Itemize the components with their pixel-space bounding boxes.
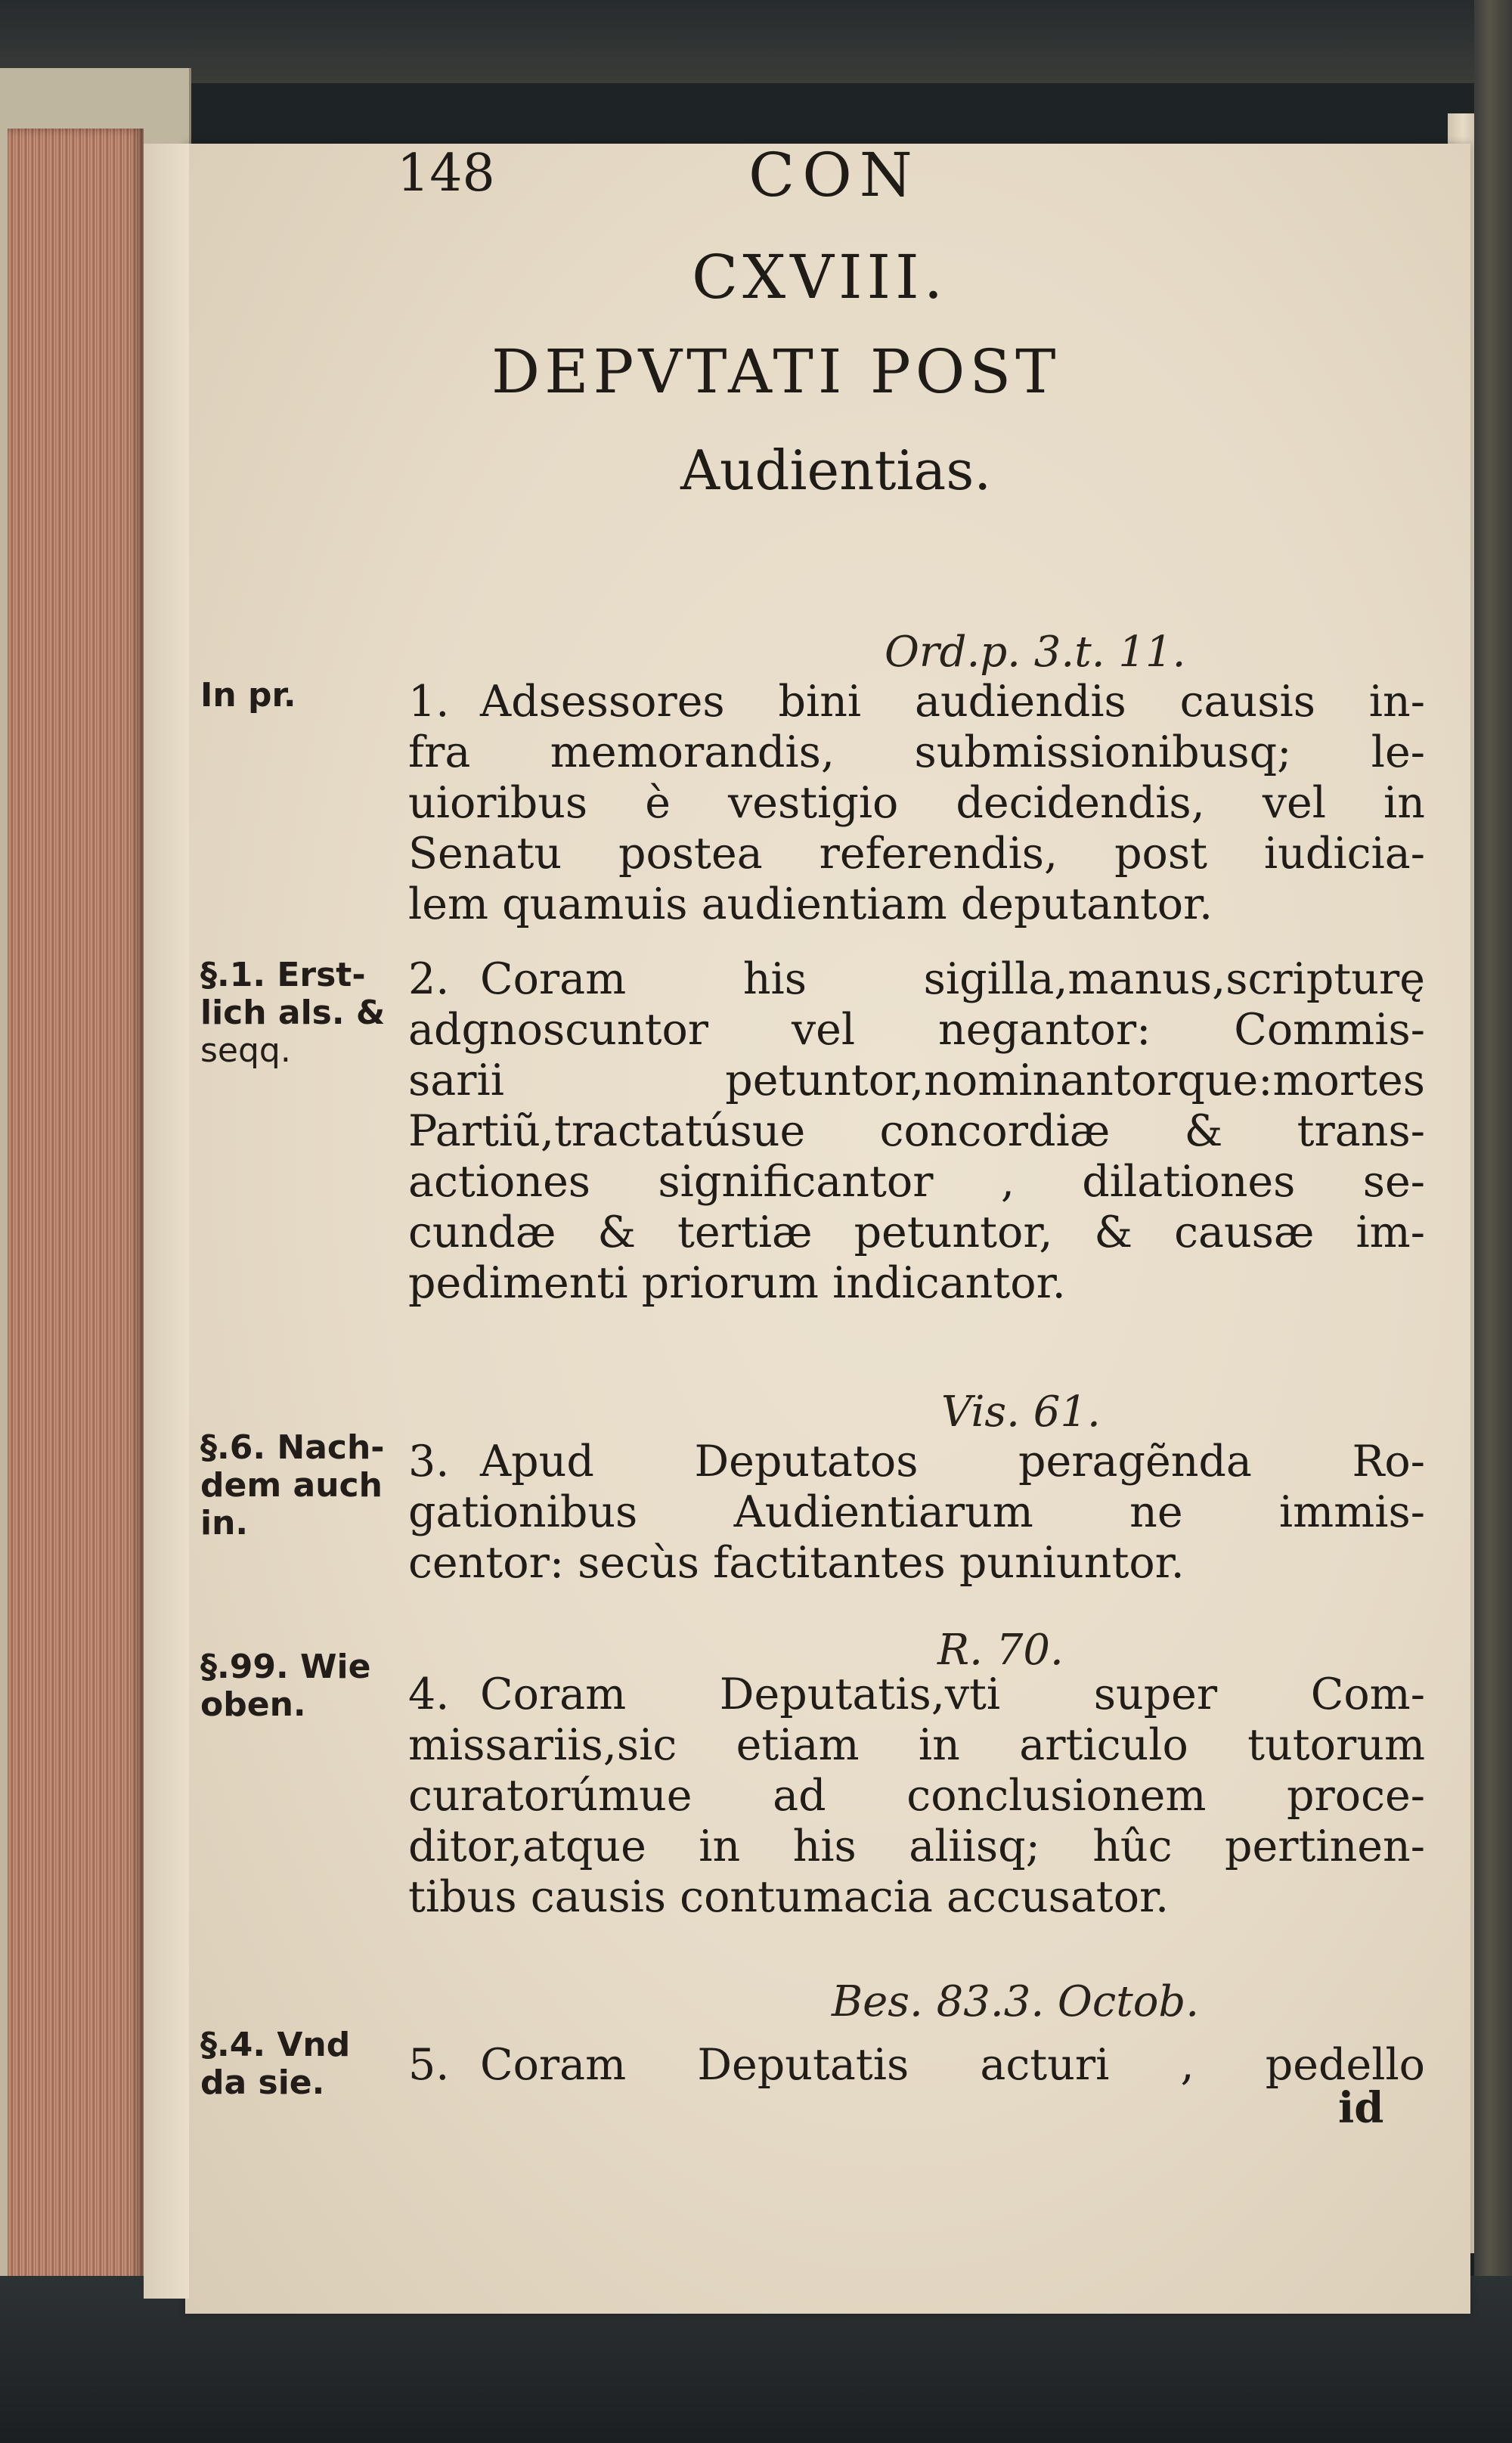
paragraph-number: 3. bbox=[408, 1437, 450, 1487]
text-line: cundæ & tertiæ petuntor, & causæ im- bbox=[408, 1208, 1425, 1257]
margin-note-1 bbox=[200, 677, 412, 715]
paragraph-number: 2. bbox=[408, 954, 450, 1004]
text-line: Coram Deputatis acturi , pedello bbox=[480, 2040, 1425, 2090]
paragraph-1 bbox=[408, 677, 1425, 930]
source-reference-1: Ord.p. 3.t. 11. bbox=[885, 628, 1186, 677]
page-gutter bbox=[144, 144, 189, 2299]
text-line: sarii petuntor,nominantorque:mortes bbox=[408, 1056, 1425, 1105]
text-line: fra memorandis, submissionibusq; le- bbox=[408, 727, 1425, 777]
chapter-subtitle: Audientias. bbox=[680, 439, 992, 502]
paragraph-number: 1. bbox=[408, 677, 450, 727]
text-line: Apud Deputatos peragẽnda Ro- bbox=[480, 1437, 1425, 1487]
margin-note-line: dem auch bbox=[200, 1466, 383, 1505]
margin-note-4 bbox=[200, 1648, 412, 1724]
text-line: Partiũ,tractatúsue concordiæ & trans- bbox=[408, 1106, 1425, 1156]
source-reference-4: Bes. 83.3. Octob. bbox=[832, 1977, 1200, 2026]
scan-background-top bbox=[0, 0, 1512, 83]
margin-note-line: In pr. bbox=[200, 676, 296, 715]
text-line: Adsessores bini audiendis causis in- bbox=[480, 677, 1425, 727]
text-line: Coram Deputatis,vti super Com- bbox=[480, 1669, 1425, 1719]
paragraph-5 bbox=[408, 2040, 1425, 2091]
margin-note-line: §.4. Vnd bbox=[200, 2026, 351, 2064]
paragraph-3 bbox=[408, 1437, 1425, 1589]
margin-note-line: lich als. & bbox=[200, 994, 386, 1032]
chapter-number: CXVIII. bbox=[692, 242, 948, 312]
paragraph-2 bbox=[408, 954, 1425, 1309]
text-line: adgnoscuntor vel negantor: Commis- bbox=[408, 1005, 1425, 1055]
margin-note-line: in. bbox=[200, 1504, 249, 1542]
margin-note-line: §.6. Nach- bbox=[200, 1428, 385, 1467]
text-line: Coram his sigilla,manus,scripturę bbox=[480, 954, 1425, 1004]
text-line: actiones significantor , dilationes se- bbox=[408, 1157, 1425, 1207]
margin-note-line: seqq. bbox=[200, 1031, 291, 1070]
margin-note-3 bbox=[200, 1429, 412, 1542]
page-edges bbox=[8, 129, 144, 2291]
text-line: Senatu postea referendis, post iudicia- bbox=[408, 829, 1425, 879]
paragraph-4 bbox=[408, 1669, 1425, 1923]
catchword: id bbox=[1338, 2083, 1384, 2133]
text-line: pedimenti priorum indicantor. bbox=[408, 1258, 1066, 1308]
paragraph-number: 5. bbox=[408, 2040, 450, 2090]
scan-background-right bbox=[1474, 0, 1512, 2443]
text-line: centor: secùs factitantes puniuntor. bbox=[408, 1538, 1185, 1588]
margin-note-line: da sie. bbox=[200, 2063, 325, 2102]
text-line: lem quamuis audientiam deputantor. bbox=[408, 879, 1213, 929]
margin-note-line: oben. bbox=[200, 1685, 306, 1724]
paragraph-number: 4. bbox=[408, 1669, 450, 1719]
text-line: uioribus è vestigio decidendis, vel in bbox=[408, 778, 1425, 828]
text-line: curatorúmue ad conclusionem proce- bbox=[408, 1771, 1425, 1821]
chapter-title: DEPVTATI POST bbox=[491, 336, 1061, 407]
source-reference-3: R. 70. bbox=[937, 1626, 1064, 1675]
text-line: missariis,sic etiam in articulo tutorum bbox=[408, 1720, 1425, 1770]
text-line: tibus causis contumacia accusator. bbox=[408, 1872, 1170, 1922]
text-line: ditor,atque in his aliisq; hûc pertinen- bbox=[408, 1821, 1425, 1871]
margin-note-line: §.1. Erst- bbox=[200, 956, 366, 994]
margin-note-5 bbox=[200, 2026, 412, 2102]
margin-note-2 bbox=[200, 956, 412, 1070]
running-head: CON bbox=[748, 140, 920, 210]
source-reference-2: Vis. 61. bbox=[941, 1387, 1101, 1437]
text-line: gationibus Audientiarum ne immis- bbox=[408, 1487, 1425, 1537]
page-number: 148 bbox=[397, 144, 495, 203]
margin-note-line: §.99. Wie bbox=[200, 1648, 371, 1686]
